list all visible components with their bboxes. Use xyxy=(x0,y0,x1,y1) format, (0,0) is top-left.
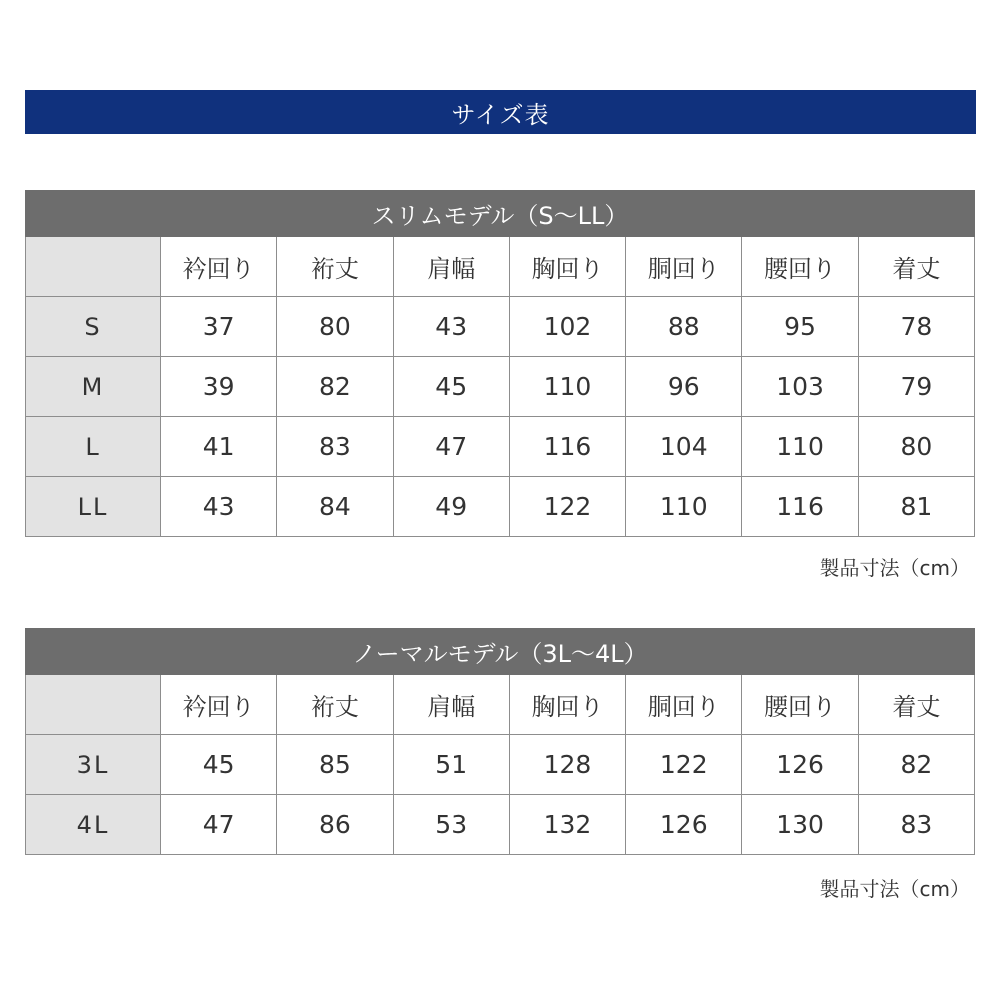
table-header-row xyxy=(26,237,975,297)
column-header: 胸回り xyxy=(509,237,625,297)
corner-cell xyxy=(26,675,161,735)
table-cell: 104 xyxy=(626,417,742,477)
table-cell: 39 xyxy=(161,357,277,417)
normal-model-size-table xyxy=(25,628,975,855)
table-cell: 82 xyxy=(858,735,974,795)
table-caption-row xyxy=(26,191,975,237)
column-header: 着丈 xyxy=(858,237,974,297)
table-cell: 45 xyxy=(393,357,509,417)
table-cell: 110 xyxy=(626,477,742,537)
table-cell: 47 xyxy=(393,417,509,477)
table-cell: 85 xyxy=(277,735,393,795)
slim-model-size-table xyxy=(25,190,975,537)
table-cell: 86 xyxy=(277,795,393,855)
table-cell: 47 xyxy=(161,795,277,855)
table-cell: 80 xyxy=(277,297,393,357)
size-label: 4L xyxy=(26,795,161,855)
table-row xyxy=(26,417,975,477)
table-cell: 122 xyxy=(509,477,625,537)
table-cell: 132 xyxy=(509,795,625,855)
table-cell: 45 xyxy=(161,735,277,795)
table-cell: 116 xyxy=(509,417,625,477)
table-cell: 41 xyxy=(161,417,277,477)
table-row xyxy=(26,735,975,795)
table-cell: 82 xyxy=(277,357,393,417)
column-header: 裄丈 xyxy=(277,675,393,735)
corner-cell xyxy=(26,237,161,297)
table-cell: 78 xyxy=(858,297,974,357)
size-label: M xyxy=(26,357,161,417)
table-cell: 81 xyxy=(858,477,974,537)
table-cell: 83 xyxy=(277,417,393,477)
table-cell: 80 xyxy=(858,417,974,477)
table-cell: 37 xyxy=(161,297,277,357)
table-caption-row xyxy=(26,629,975,675)
table-cell: 128 xyxy=(509,735,625,795)
table-cell: 88 xyxy=(626,297,742,357)
column-header: 着丈 xyxy=(858,675,974,735)
column-header: 腰回り xyxy=(742,237,858,297)
table-cell: 43 xyxy=(161,477,277,537)
unit-note: 製品寸法（cm） xyxy=(819,556,970,580)
table-row xyxy=(26,297,975,357)
table-cell: 83 xyxy=(858,795,974,855)
column-header: 腰回り xyxy=(742,675,858,735)
column-header: 肩幅 xyxy=(393,237,509,297)
size-label: LL xyxy=(26,477,161,537)
column-header: 衿回り xyxy=(161,237,277,297)
column-header: 胴回り xyxy=(626,675,742,735)
table-cell: 103 xyxy=(742,357,858,417)
table-cell: 126 xyxy=(626,795,742,855)
table-cell: 84 xyxy=(277,477,393,537)
table-caption: スリムモデル（S～LL） xyxy=(26,191,975,237)
table-cell: 116 xyxy=(742,477,858,537)
table-row xyxy=(26,477,975,537)
table-cell: 96 xyxy=(626,357,742,417)
unit-note: 製品寸法（cm） xyxy=(819,877,970,901)
table-header-row xyxy=(26,675,975,735)
table-cell: 51 xyxy=(393,735,509,795)
table-cell: 49 xyxy=(393,477,509,537)
table-cell: 102 xyxy=(509,297,625,357)
table-caption: ノーマルモデル（3L～4L） xyxy=(26,629,975,675)
column-header: 衿回り xyxy=(161,675,277,735)
table-row xyxy=(26,357,975,417)
column-header: 裄丈 xyxy=(277,237,393,297)
table-cell: 122 xyxy=(626,735,742,795)
column-header: 胴回り xyxy=(626,237,742,297)
size-label: L xyxy=(26,417,161,477)
table-cell: 95 xyxy=(742,297,858,357)
table-cell: 130 xyxy=(742,795,858,855)
column-header: 胸回り xyxy=(509,675,625,735)
table-cell: 110 xyxy=(742,417,858,477)
size-label: 3L xyxy=(26,735,161,795)
table-cell: 53 xyxy=(393,795,509,855)
table-row xyxy=(26,795,975,855)
table-cell: 110 xyxy=(509,357,625,417)
column-header: 肩幅 xyxy=(393,675,509,735)
table-cell: 43 xyxy=(393,297,509,357)
table-cell: 126 xyxy=(742,735,858,795)
page-title: サイズ表 xyxy=(25,90,976,134)
size-label: S xyxy=(26,297,161,357)
table-cell: 79 xyxy=(858,357,974,417)
